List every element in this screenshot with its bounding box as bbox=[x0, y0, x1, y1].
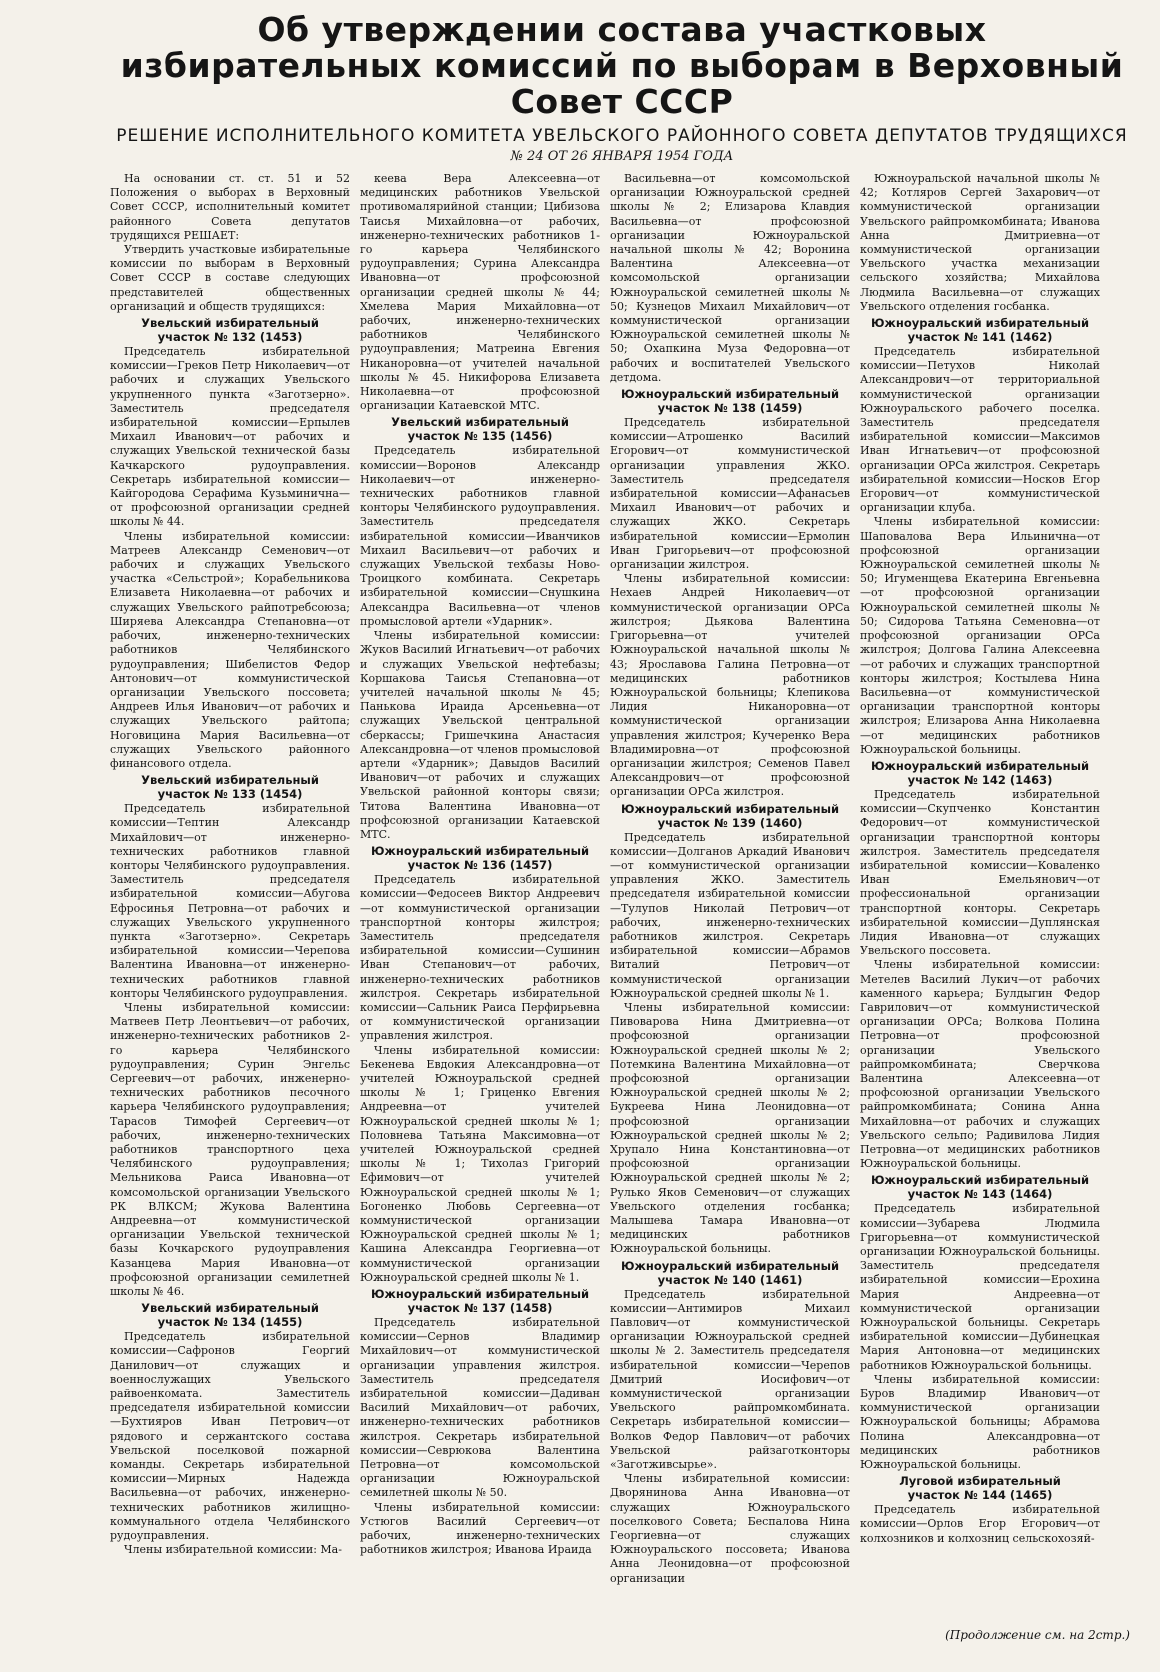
precinct-heading bbox=[360, 415, 600, 443]
article-paragraph: Члены избирательной комиссии: Матвеев Петр Леонтьевич—от рабочих, инженерно-технических работников 2-го карьера Челябинского рудоуправления; Сурин Энгельс Сергеевич—от рабочих, инженерно-технических работников песочного карьера Челябинского рудоуправления; Тарасов Тимофей Сергеевич—от рабочих, инженерно-технических работников транспортного цеха Челябинского рудоуправления; Мельникова Раиса Ивановна—от комсомольской организации Увельского РК ВЛКСМ; Жукова Валентина Андреевна—от коммунистической организации Увельской технической базы Кочкарского рудоуправления Казанцева Мария Ивановна—от профсоюзной организации семилетней школы № 46. bbox=[110, 1000, 350, 1299]
precinct-heading-line2: участок № 143 (1464) bbox=[907, 1187, 1053, 1202]
precinct-heading-line1: Увельский избирательный bbox=[391, 415, 569, 430]
article-paragraph: На основании ст. ст. 51 и 52 Положения о выборах в Верховный Совет СССР, исполнительный комитет районного Совета депутатов трудящихся РЕШАЕТ: bbox=[110, 172, 350, 242]
column-2 bbox=[360, 172, 600, 1672]
precinct-heading-line1: Южноуральский избирательный bbox=[370, 1287, 590, 1302]
precinct-heading-line1: Южноуральский избирательный bbox=[870, 758, 1090, 773]
precinct-heading bbox=[860, 1173, 1100, 1201]
precinct-heading bbox=[860, 759, 1100, 787]
precinct-heading bbox=[360, 844, 600, 872]
precinct-heading-line2: участок № 144 (1465) bbox=[907, 1488, 1053, 1503]
article-paragraph: Председатель избирательной комиссии—Зубарева Людмила Григорьевна—от коммунистической организации Южноуральской больницы. Заместитель председателя избирательной комиссии—Ерохина Мария Андреевна—от коммунистической организации Южноуральской больницы. Секретарь избирательной комиссии—Дубинецкая Мария Антоновна—от медицинских работников Южноуральской больницы. bbox=[860, 1202, 1100, 1372]
article-paragraph: Председатель избирательной комиссии—Антимиров Михаил Павлович—от коммунистической организации Южноуральской средней школы № 2. Заместитель председателя избирательной комиссии—Черепов Дмитрий Иосифович—от коммунистической организации Увельского райпромкомбината. Секретарь избирательной комиссии—Волков Федор Павлович—от рабочих Увельской райзаготконторы «Заготживсырье». bbox=[610, 1287, 850, 1472]
article-paragraph: Председатель избирательной комиссии—Федосеев Виктор Андреевич—от коммунистической организации транспортной конторы жилстроя; Заместитель председателя избирательной комиссии—Сушинин Иван Степанович—от рабочих, инженерно-технических работников жилстроя. Секретарь избирательной комиссии—Сальник Раиса Перфирьевна от коммунистической организации управления жилстроя. bbox=[360, 873, 600, 1043]
article-paragraph: Утвердить участковые избирательные комиссии по выборам в Верховный Совет СССР в составе следующих представителей общественных организаций и обществ трудящихся: bbox=[110, 243, 350, 313]
continuation-note: (Продолжение см. на 2стр.) bbox=[945, 1628, 1130, 1642]
precinct-heading bbox=[110, 1301, 350, 1329]
precinct-heading bbox=[110, 316, 350, 344]
article-paragraph: Члены избирательной комиссии: Жуков Василий Игнатьевич—от рабочих и служащих Увельской нефтебазы; Коршакова Таисья Степановна—от учителей начальной школы № 45; Панькова Ираида Арсеньевна—от служащих Увельской центральной сберкассы; Гришечкина Анастасия Александровна—от членов промысловой артели «Ударник»; Давыдов Василий Иванович—от рабочих и служащих Увельской районной конторы связи; Титова Валентина Ивановна—от профсоюзной организации Катаевской МТС. bbox=[360, 629, 600, 841]
article-paragraph: Председатель избирательной комиссии—Тептин Александр Михайлович—от инженерно-технических работников главной конторы Челябинского рудоуправления. Заместитель председателя избирательной комиссии—Абугова Ефросинья Петровна—от рабочих и служащих Увельского укрупненного пункта «Заготзерно». Секретарь избирательной комиссии—Черепова Валентина Ивановна—от инженерно-технических работников главной конторы Челябинского рудоуправления. bbox=[110, 802, 350, 1000]
article-paragraph: Председатель избирательной комиссии—Воронов Александр Николаевич—от инженерно-технических работников главной конторы Челябинского рудоуправления. Заместитель председателя избирательной комиссии—Иванчиков Михаил Васильевич—от рабочих и служащих Увельской техбазы Ново-Троицкого комбината. Секретарь избирательной комиссии—Снушкина Александра Васильевна—от членов промысловой артели «Ударник». bbox=[360, 444, 600, 628]
precinct-heading-line2: участок № 136 (1457) bbox=[407, 858, 553, 873]
article-paragraph: кеева Вера Алексеевна—от медицинских работников Увельской противомалярийной станции; Цибизова Таисья Михайловна—от рабочих, инженерно-технических работников 1-го карьера Челябинского рудоуправления; Сурина Александра Ивановна—от профсоюзной организации средней школы № 44; Хмелева Мария Михайловна—от рабочих, инженерно-технических работников Челябинского рудоуправления; Матреина Евгения Никаноровна—от учителей начальной школы № 45. Никифорова Елизавета Николаевна—от профсоюзной организации Катаевской МТС. bbox=[360, 172, 600, 413]
precinct-heading-line2: участок № 138 (1459) bbox=[657, 401, 803, 416]
precinct-heading bbox=[860, 316, 1100, 344]
article-paragraph: Члены избирательной комиссии: Матреев Александр Семенович—от рабочих и служащих Увельского участка «Сельстрой»; Корабельникова Елизавета Николаевна—от рабочих и служащих Увельского райпотребсоюза; Ширяева Александра Степановна—от рабочих, инженерно-технических работников Челябинского рудоуправления; Шибелистов Федор Антонович—от коммунистической организации Увельского поссовета; Андреев Илья Иванович—от рабочих и служащих Увельского райтопа; Ноговицина Мария Васильевна—от служащих Увельского районного финансового отдела. bbox=[110, 529, 350, 770]
precinct-heading-line1: Луговой избирательный bbox=[899, 1474, 1061, 1489]
decision-number: № 24 ОТ 26 ЯНВАРЯ 1954 ГОДА bbox=[510, 149, 734, 164]
article-paragraph: Васильевна—от комсомольской организации Южноуральской средней школы № 2; Елизарова Клавдия Васильевна—от профсоюзной организации Южноуральской начальной школы № 42; Воронина Валентина Алексеевна—от комсомольской организации Южноуральской семилетней школы № 50; Кузнецов Михаил Михайлович—от коммунистической организации Южноуральской семилетней школы № 50; Охапкина Муза Федоровна—от рабочих и воспитателей Увельского детдома. bbox=[610, 172, 850, 384]
precinct-heading-line1: Южноуральский избирательный bbox=[620, 387, 840, 402]
article-paragraph: Члены избирательной комиссии: Метелев Василий Лукич—от рабочих каменного карьера; Булдыгин Федор Гаврилович—от коммунистической организации ОРСа; Волкова Полина Петровна—от профсоюзной организации Увельского райпромкомбината; Сверчкова Валентина Алексеевна—от профсоюзной организации Увельского райпромкомбината; Сонина Анна Михайловна—от рабочих и служащих Увельского сельпо; Радивилова Лидия Петровна—от медицинских работников Южноуральской больницы. bbox=[860, 958, 1100, 1171]
precinct-heading bbox=[360, 1287, 600, 1315]
article-paragraph: Члены избирательной комиссии: Нехаев Андрей Николаевич—от коммунистической организации ОРСа жилстроя; Дьякова Валентина Григорьевна—от учителей Южноуральской начальной школы № 43; Ярославова Галина Петровна—от медицинских работников Южноуральской больницы; Клепикова Лидия Никаноровна—от коммунистической организации управления жилстроя; Кучеренко Вера Владимировна—от профсоюзной организации жилстроя; Семенов Павел Александрович—от профсоюзной организации ОРСа жилстроя. bbox=[610, 572, 850, 799]
article-paragraph: Председатель избирательной комиссии—Сафронов Георгий Данилович—от служащих и военнослужащих Увельского райвоенкомата. Заместитель председателя избирательной комиссии—Бухтияров Иван Петрович—от рядового и сержантского состава Увельской поселковой пожарной команды. Секретарь избирательной комиссии—Мирных Надежда Васильевна—от рабочих, инженерно-технических работников жилищно-коммунального отдела Челябинского рудоуправления. bbox=[110, 1330, 350, 1543]
precinct-heading-line1: Южноуральский избирательный bbox=[620, 801, 840, 816]
precinct-heading-line2: участок № 139 (1460) bbox=[657, 815, 803, 830]
article-paragraph: Председатель избирательной комиссии—Атрошенко Василий Егорович—от коммунистической организации управления ЖКО. Заместитель председателя избирательной комиссии—Афанасьев Михаил Иванович—от рабочих и служащих ЖКО. Секретарь избирательной комиссии—Ермолин Иван Григорьевич—от профсоюзной организации жилстроя. bbox=[610, 416, 850, 572]
precinct-heading-line2: участок № 134 (1455) bbox=[157, 1315, 303, 1330]
precinct-heading-line1: Увельский избирательный bbox=[141, 773, 319, 788]
precinct-heading bbox=[110, 773, 350, 801]
article-paragraph: Председатель избирательной комиссии—Сернов Владимир Михайлович—от коммунистической организации управления жилстроя. Заместитель председателя избирательной комиссии—Дадиван Василий Михайлович—от рабочих, инженерно-технических работников жилстроя. Секретарь избирательной комиссии—Севрюкова Валентина Петровна—от комсомольской организации Южноуральской семилетней школы № 50. bbox=[360, 1316, 600, 1500]
precinct-heading-line2: участок № 137 (1458) bbox=[407, 1301, 553, 1316]
decision-subtitle: РЕШЕНИЕ ИСПОЛНИТЕЛЬНОГО КОМИТЕТА УВЕЛЬСКОГО РАЙОННОГО СОВЕТА ДЕПУТАТОВ ТРУДЯЩИХСЯ bbox=[116, 126, 1128, 146]
article-paragraph: Председатель избирательной комиссии—Орлов Егор Егорович—от колхозников и колхозниц сельскохозяй- bbox=[860, 1503, 1100, 1545]
article-paragraph: Южноуральской начальной школы № 42; Котляров Сергей Захарович—от коммунистической организации Увельского райпромкомбината; Иванова Анна Дмитриевна—от коммунистической организации Увельского участка механизации сельского хозяйства; Михайлова Людмила Васильевна—от служащих Увельского отделения госбанка. bbox=[860, 172, 1100, 313]
precinct-heading-line2: участок № 141 (1462) bbox=[907, 330, 1053, 345]
article-paragraph: Председатель избирательной комиссии—Долганов Аркадий Иванович—от коммунистической организации управления ЖКО. Заместитель председателя избирательной комиссии—Тулупов Николай Петрович—от рабочих, инженерно-технических работников жилстроя. Секретарь избирательной комиссии—Абрамов Виталий Петрович—от коммунистической организации Южноуральской средней школы № 1. bbox=[610, 830, 850, 1000]
column-1 bbox=[110, 172, 350, 1672]
article-paragraph: Председатель избирательной комиссии—Греков Петр Николаевич—от рабочих и служащих Увельского укрупненного пункта «Заготзерно». Заместитель председателя избирательной комиссии—Ерпылев Михаил Иванович—от рабочих и служащих Увельской технической базы Качкарского рудоуправления. Секретарь избирательной комиссии—Кайгородова Серафима Кузьминична—от профсоюзной организации средней школы № 44. bbox=[110, 345, 350, 529]
precinct-heading-line1: Южноуральский избирательный bbox=[620, 1258, 840, 1273]
precinct-heading-line2: участок № 132 (1453) bbox=[157, 330, 303, 345]
precinct-heading bbox=[610, 802, 850, 830]
article-columns bbox=[110, 172, 1134, 1672]
article-paragraph: Члены избирательной комиссии: Пивоварова Нина Дмитриевна—от профсоюзной организации Южноуральской средней школы № 2; Потемкина Валентина Михайловна—от профсоюзной организации Южноуральской средней школы № 2; Букреева Нина Леонидовна—от профсоюзной организации Южноуральской средней школы № 2; Хрупало Нина Константиновна—от профсоюзной организации Южноуральской средней школы № 2; Рулько Яков Семенович—от служащих Увельского отделения госбанка; Малышева Тамара Ивановна—от медицинских работников Южноуральской больницы. bbox=[610, 1000, 850, 1256]
article-paragraph: Члены избирательной комиссии: Устюгов Василий Сергеевич—от рабочих, инженерно-технических работников жилстроя; Иванова Ираида bbox=[360, 1500, 600, 1557]
article-paragraph: Члены избирательной комиссии: Бекенева Евдокия Александровна—от учителей Южноуральской средней школы № 1; Гриценко Евгения Андреевна—от учителей Южноуральской средней школы № 1; Половнева Татьяна Максимовна—от учителей Южноуральской средней школы № 1; Тихолаз Григорий Ефимович—от учителей Южноуральской средней школы № 1; Богоненко Любовь Сергеевна—от коммунистической организации Южноуральской средней школы № 1; Кашина Александра Георгиевна—от коммунистической организации Южноуральской средней школы № 1. bbox=[360, 1043, 600, 1284]
precinct-heading bbox=[860, 1474, 1100, 1502]
precinct-heading-line1: Увельский избирательный bbox=[141, 1301, 319, 1316]
precinct-heading-line1: Южноуральский избирательный bbox=[870, 1173, 1090, 1188]
precinct-heading bbox=[610, 387, 850, 415]
column-3 bbox=[610, 172, 850, 1672]
precinct-heading-line1: Увельский избирательный bbox=[141, 316, 319, 331]
article-paragraph: Председатель избирательной комиссии—Петухов Николай Александрович—от территориальной коммунистической организации Южноуральского рабочего поселка. Заместитель председателя избирательной комиссии—Максимов Иван Игнатьевич—от профсоюзной организации ОРСа жилстроя. Секретарь избирательной комиссии—Носков Егор Егорович—от коммунистической организации клуба. bbox=[860, 345, 1100, 515]
precinct-heading-line1: Южноуральский избирательный bbox=[370, 844, 590, 859]
precinct-heading-line1: Южноуральский избирательный bbox=[870, 316, 1090, 331]
article-paragraph: Члены избирательной комиссии: Дворянинова Анна Ивановна—от служащих Южноуральского поселкового Совета; Беспалова Нина Георгиевна—от служащих Южноуральского поссовета; Иванова Анна Леонидовна—от профсоюзной организации bbox=[610, 1472, 850, 1585]
precinct-heading-line2: участок № 142 (1463) bbox=[907, 772, 1053, 787]
article-paragraph: Члены избирательной комиссии: Буров Владимир Иванович—от коммунистической организации Южноуральской больницы; Абрамова Полина Александровна—от медицинских работников Южноуральской больницы. bbox=[860, 1372, 1100, 1472]
page-title: Об утверждении состава участковых избирательных комиссий по выборам в Верховный Совет СССР bbox=[120, 10, 1124, 121]
precinct-heading bbox=[610, 1259, 850, 1287]
precinct-heading-line2: участок № 140 (1461) bbox=[657, 1272, 803, 1287]
article-paragraph: Члены избирательной комиссии: Ма- bbox=[124, 1543, 342, 1557]
column-4 bbox=[860, 172, 1100, 1672]
article-paragraph: Члены избирательной комиссии: Шаповалова Вера Ильинична—от профсоюзной организации Южноуральской семилетней школы № 50; Игуменщева Екатерина Евгеньевна—от профсоюзной организации Южноуральской семилетней школы № 50; Сидорова Татьяна Семеновна—от профсоюзной организации ОРСа жилстроя; Долгова Галина Алексеевна—от рабочих и служащих транспортной конторы жилстроя; Костылева Нина Васильевна—от коммунистической организации транспортной конторы жилстроя; Елизарова Анна Николаевна—от медицинских работников Южноуральской больницы. bbox=[860, 515, 1100, 756]
precinct-heading-line2: участок № 135 (1456) bbox=[407, 429, 553, 444]
precinct-heading-line2: участок № 133 (1454) bbox=[157, 787, 303, 802]
article-paragraph: Председатель избирательной комиссии—Скупченко Константин Федорович—от коммунистической организации транспортной конторы жилстроя. Заместитель председателя избирательной комиссии—Коваленко Иван Емельянович—от профессиональной организации транспортной конторы. Секретарь избирательной комиссии—Дуплянская Лидия Ивановна—от служащих Увельского поссовета. bbox=[860, 787, 1100, 958]
